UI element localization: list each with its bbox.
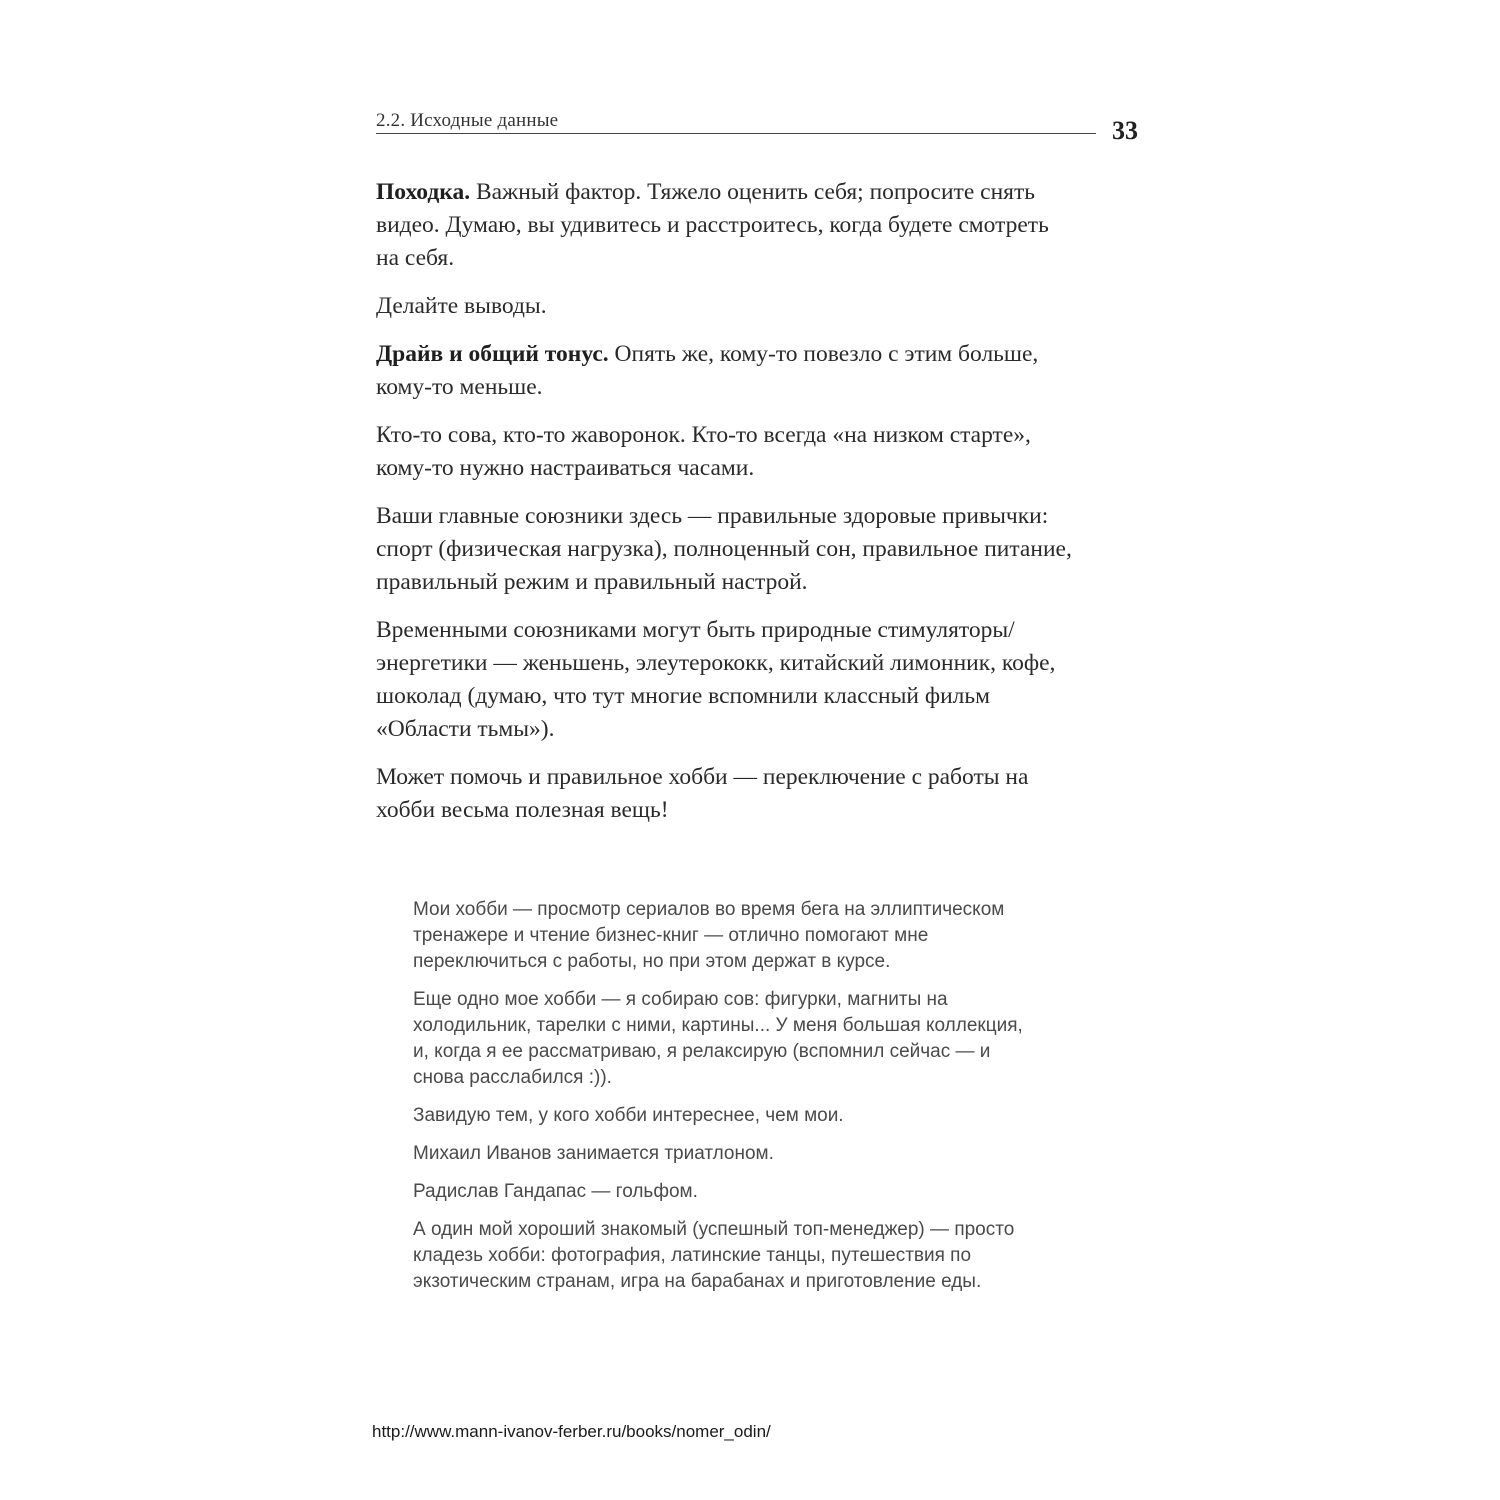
sidebar-paragraph: Михаил Иванов занимается триатлоном. (413, 1143, 774, 1164)
sidebar-paragraph: А один мой хороший знакомый (успешный топ-менеджер) — просто кладезь хобби: фотография, латинские танцы, путешествия по экзотическим странам, игра на барабанах и приготовление еды. (413, 1219, 1015, 1292)
section-title: 2.2. Исходные данные (376, 110, 559, 131)
author-sidebar (413, 897, 1039, 1307)
sidebar-paragraph: Завидую тем, у кого хобби интереснее, чем мои. (413, 1105, 844, 1126)
paragraph-stimulants: Временными союзниками могут быть природные стимуляторы/энергетики — женьшень, элеутерококк, китайский лимонник, кофе, шоколад (думаю, что тут многие вспомнили классный фильм «Области тьмы»). (376, 617, 1056, 742)
running-header (376, 108, 1138, 148)
paragraph-habits: Ваши главные союзники здесь — правильные здоровые привычки: спорт (физическая нагрузка), полноценный сон, правильное питание, правильный режим и правильный настрой. (376, 503, 1072, 595)
sidebar-paragraph: Радислав Гандапас — гольфом. (413, 1181, 698, 1202)
sidebar-paragraph: Еще одно мое хобби — я собираю сов: фигурки, магниты на холодильник, тарелки с ними, картины... У меня большая коллекция, и, когда я ее рассматриваю, я релаксирую (вспомнил сейчас — и снова расслабился :)). (413, 989, 1023, 1088)
paragraph-drive-text: Опять же, кому-то повезло с этим больше, кому-то меньше. (376, 341, 1039, 400)
header-rule (376, 133, 1096, 134)
term-drive: Драйв и общий тонус. (376, 341, 609, 367)
paragraph-owl-lark: Кто-то сова, кто-то жаворонок. Кто-то всегда «на низком старте», кому-то нужно настраиваться часами. (376, 422, 1031, 481)
sidebar-paragraph: Мои хобби — просмотр сериалов во время бега на эллиптическом тренажере и чтение бизнес-книг — отлично помогают мне переключиться с работы, но при этом держат в курсе. (413, 899, 1005, 972)
paragraph-conclusions: Делайте выводы. (376, 293, 547, 319)
term-gait: Походка. (376, 179, 471, 205)
main-text (376, 176, 1076, 842)
footer-url: http://www.mann-ivanov-ferber.ru/books/nomer_odin/ (372, 1422, 771, 1441)
paragraph-hobby: Может помочь и правильное хобби — переключение с работы на хобби весьма полезная вещь! (376, 764, 1029, 823)
page-number: 33 (1112, 116, 1138, 145)
paragraph-drive (376, 338, 1076, 404)
paragraph-gait-text: Важный фактор. Тяжело оценить себя; попросите снять видео. Думаю, вы удивитесь и расстроитесь, когда будете смотреть на себя. (376, 179, 1049, 271)
paragraph-gait (376, 176, 1076, 275)
